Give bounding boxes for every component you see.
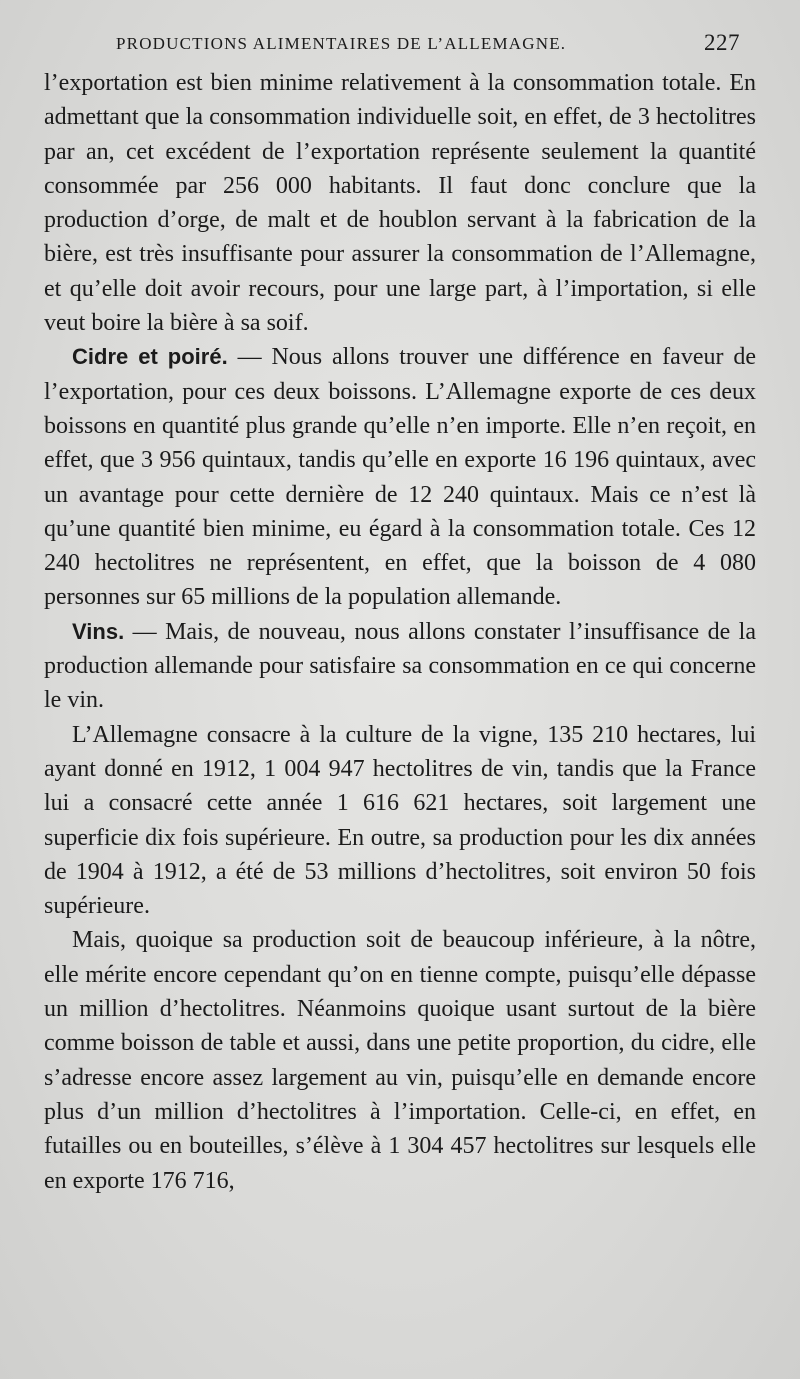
paragraph-vineyard-area [44, 718, 756, 924]
paragraph-text: L’Allemagne consacre à la culture de la vigne, 135 210 hectares, lui ayant donné en 1912, 1 004 947 hectolitres de vin, tandis que la France lui a consacré cette année 1 616 621 hectares, soit largement une superficie dix fois supérieure. En outre, sa production pour les dix années de 1904 à 1912, a été de 53 millions d’hectolitres, soit environ 50 fois supérieure. [44, 721, 756, 920]
paragraph-beer-conclusion [44, 66, 756, 340]
section-heading-cidre: Cidre et poiré. [72, 344, 228, 370]
running-title: PRODUCTIONS ALIMENTAIRES DE L’ALLEMAGNE. [116, 34, 567, 53]
section-heading-vins: Vins. [72, 618, 125, 644]
paragraph-text: l’exportation est bien minime relativement à la consommation totale. En admettant que la consommation individuelle soit, en effet, de 3 hectolitres par an, cet excédent de l’exportation représente seulement la quantité consommée par 256 000 habitants. Il faut donc conclure que la production d’orge, de malt et de houblon servant à la fabrication de la bière, est très insuffisante pour assurer la consommation de l’Allemagne, et qu’elle doit avoir recours, pour une large part, à l’importation, si elle veut boire la bière à sa soif. [44, 70, 756, 337]
running-header [44, 30, 756, 66]
page-number: 227 [704, 30, 740, 55]
body-text [44, 66, 756, 1198]
paragraph-text: — Nous allons trouver une différence en faveur de l’exportation, pour ces deux boissons. L’Allemagne exporte de ces deux boissons en quantité plus grande qu’elle n’en importe. Elle n’en reçoit, en effet, que 3 956 quintaux, tandis qu’elle en exporte 16 196 quintaux, avec un avantage pour cette dernière de 12 240 quintaux. Mais ce n’est là qu’une quantité bien minime, eu égard à la consommation totale. Ces 12 240 hectolitres ne représentent, en effet, que la boisson de 4 080 personnes sur 65 millions de la population allemande. [44, 344, 756, 611]
paragraph-wine-imports [44, 923, 756, 1197]
paragraph-text: — Mais, de nouveau, nous allons constater l’insuffisance de la production allemande pour satisfaire sa consommation en ce qui concerne le vin. [44, 618, 756, 714]
paragraph-cider [44, 340, 756, 614]
paragraph-text: Mais, quoique sa production soit de beaucoup inférieure, à la nôtre, elle mérite encore cependant qu’on en tienne compte, puisqu’elle dépasse un million d’hectolitres. Néanmoins quoique usant surtout de la bière comme boisson de table et aussi, dans une petite proportion, du cidre, elle s’adresse encore assez largement au vin, puisqu’elle en demande encore plus d’un million d’hectolitres à l’importation. Celle-ci, en effet, en futailles ou en bouteilles, s’élève à 1 304 457 hectolitres sur lesquels elle en exporte 176 716, [44, 927, 756, 1194]
paragraph-wine-intro [44, 615, 756, 718]
